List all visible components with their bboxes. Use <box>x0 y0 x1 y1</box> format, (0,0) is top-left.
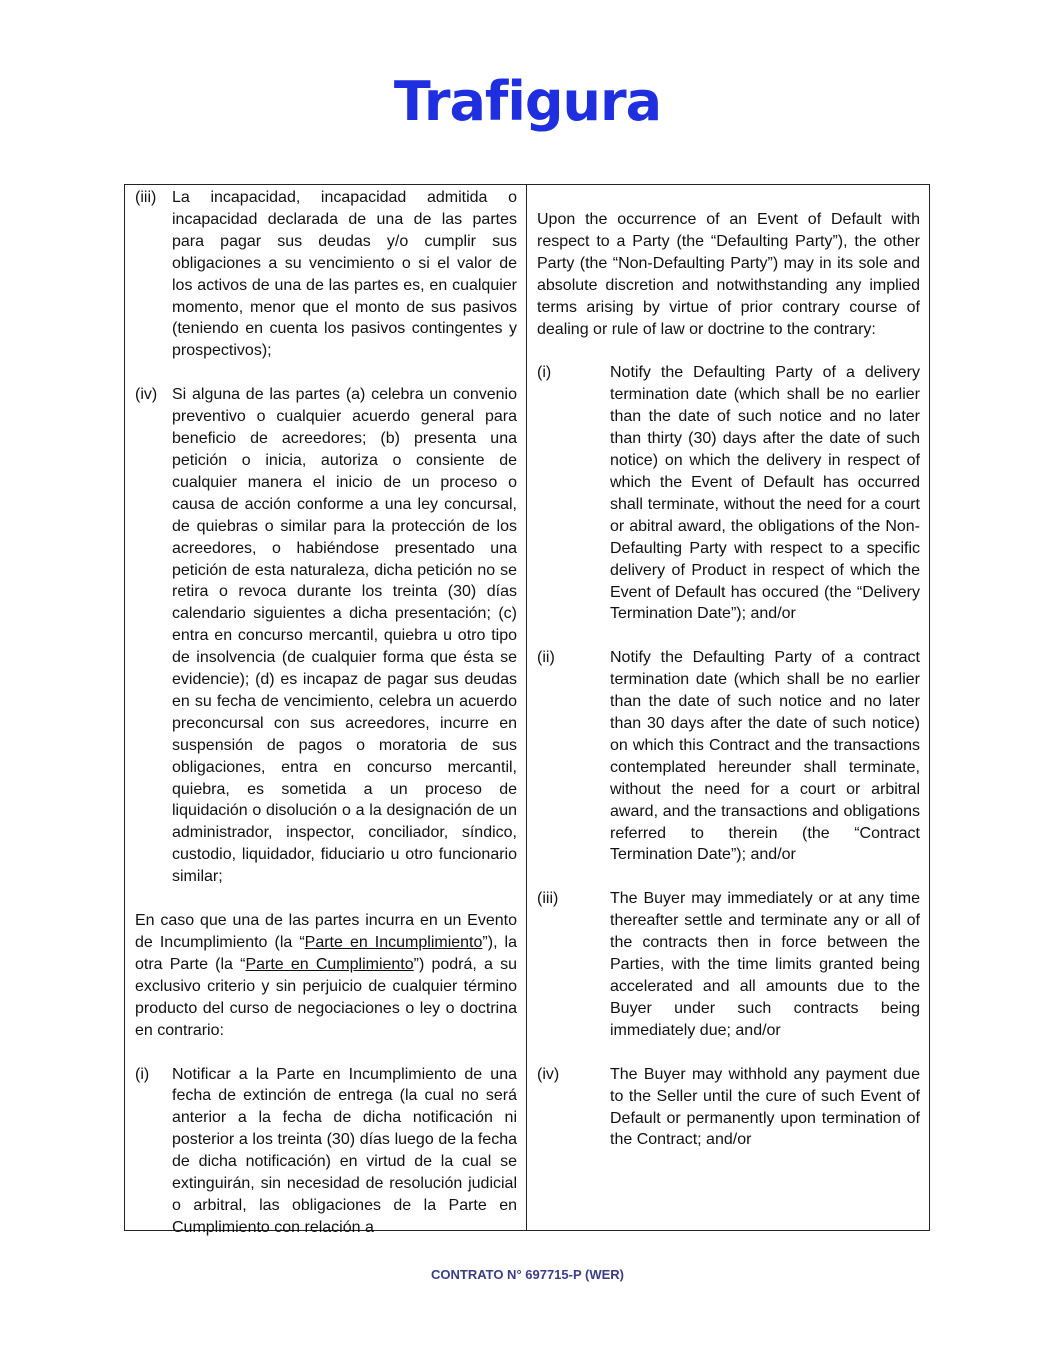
defined-term-defaulting: Parte en Incumplimiento <box>304 934 483 951</box>
clause-label: (i) <box>135 1065 150 1083</box>
contract-table <box>124 184 930 1236</box>
remedy-i-en <box>537 362 920 625</box>
default-paragraph-es <box>135 910 517 1041</box>
clause-label: (i) <box>537 364 552 382</box>
remedy-ii-en <box>537 647 920 866</box>
clause-text: Notificar a la Parte en Incumplimiento de una fecha de extinción de entrega (la cual no será anterior a la fecha de dicha notificación ni posterior a los treinta (30) días luego de la fecha de dicha notificación) en virtud de la cual se extinguirán, sin necesidad de resolución judicial o arbitral, las obligaciones de la Parte en Cumplimiento con relación a <box>172 1065 517 1236</box>
company-logo: Trafigura <box>393 70 662 133</box>
clause-text: Si alguna de las partes (a) celebra un convenio preventivo o cualquier acuerdo general para beneficio de acreedores; (b) presenta una petición o inicia, autoriza o consiente de cualquier manera el inicio de un proceso o causa de acción conforme a una ley concursal, de quiebras o similar para la protección de los acreedores, o habiéndose presentado una petición de esta naturaleza, dicha petición no se retira o revoca durante los treinta (30) días calendario siguientes a dicha presentación; (c) entra en concurso mercantil, quiebra u otro tipo de insolvencia (de cualquier forma que ésta se evidencie); (d) es incapaz de pagar sus deudas en su fecha de vencimiento, celebra un acuerdo preconcursal con sus acreedores, incurre en suspensión de pagos o moratoria de sus obligaciones, entra en concurso mercantil, quiebra, es sometida a un proceso de liquidación o disolución o a la designación de un administrador, inspector, conciliador, síndico, custodio, liquidador, fiduciario u otro funcionario similar; <box>172 386 517 886</box>
clause-iv-es <box>135 384 517 888</box>
clause-text: La incapacidad, incapacidad admitida o incapacidad declarada de una de las partes para pagar sus deudas y/o cumplir sus obligaciones a su vencimiento o si el valor de los activos de una de las partes es, en cualquier momento, menor que el monto de sus pasivos (teniendo en cuenta los pasivos contingentes y prospectivos); <box>172 189 517 360</box>
para-text: En caso que una de las partes incurra en un Evento de Incumplimiento (la “ <box>135 912 517 951</box>
clause-text: The Buyer may immediately or at any time thereafter settle and terminate any or all of the contracts then in force between the Parties, with the time limits granted being accelerated and all amounts due to the Buyer under such contracts being immediately due; and/or <box>610 890 920 1039</box>
clause-label: (iv) <box>537 1065 560 1083</box>
clause-text: Notify the Defaulting Party of a delivery termination date (which shall be no earlier than the date of such notice and no later than thirty (30) days after the date of such notice) on which the delivery in respect of which the Event of Default has occurred shall terminate, without the need for a court or abitral award, the obligations of the Non-Defaulting Party with respect to a specific delivery of Product in respect of which the Event of Default has occured (the “Delivery Termination Date”); and/or <box>610 364 920 623</box>
contract-number-footer: CONTRATO N° 697715-P (WER) <box>430 1267 624 1282</box>
para-text: ”), la otra Parte (la “ <box>135 934 518 973</box>
clause-label: (iv) <box>135 386 158 404</box>
clause-label: (iii) <box>135 189 157 206</box>
clause-label: (ii) <box>537 649 555 667</box>
remedy-iv-en <box>537 1064 920 1152</box>
clause-text: The Buyer may withhold any payment due to the Seller until the cure of such Event of Default or permanently upon termination of the Contract; and/or <box>610 1065 920 1149</box>
clause-text: Notify the Defaulting Party of a contract termination date (which shall be no earlier than the date of such notice and no later than 30 days after the date of such notice) on which this Contract and the transactions contemplated hereunder shall terminate, without the need for a court or arbitral award, and the transactions and obligations referred to therein (the “Contract Termination Date”); and/or <box>610 649 920 864</box>
default-paragraph-en: Upon the occurrence of an Event of Default with respect to a Party (the “Defaulting Party”), the other Party (the “Non-Defaulting Party”) may in its sole and absolute discretion and notwithstanding any implied terms arising by virtue of prior contrary course of dealing or rule of law or doctrine to the contrary: <box>537 211 920 338</box>
clause-iii-es <box>135 187 517 362</box>
remedy-iii-en <box>537 888 920 1041</box>
english-column <box>527 185 929 1230</box>
clause-label: (iii) <box>537 890 559 908</box>
spanish-column <box>125 185 527 1236</box>
defined-term-performing: Parte en Cumplimiento <box>245 955 414 973</box>
para-text: ”) podrá, a su exclusivo criterio y sin perjuicio de cualquier término producto del curso de negociaciones o ley o doctrina en contrario: <box>135 955 517 1039</box>
remedy-i-es <box>135 1064 517 1239</box>
